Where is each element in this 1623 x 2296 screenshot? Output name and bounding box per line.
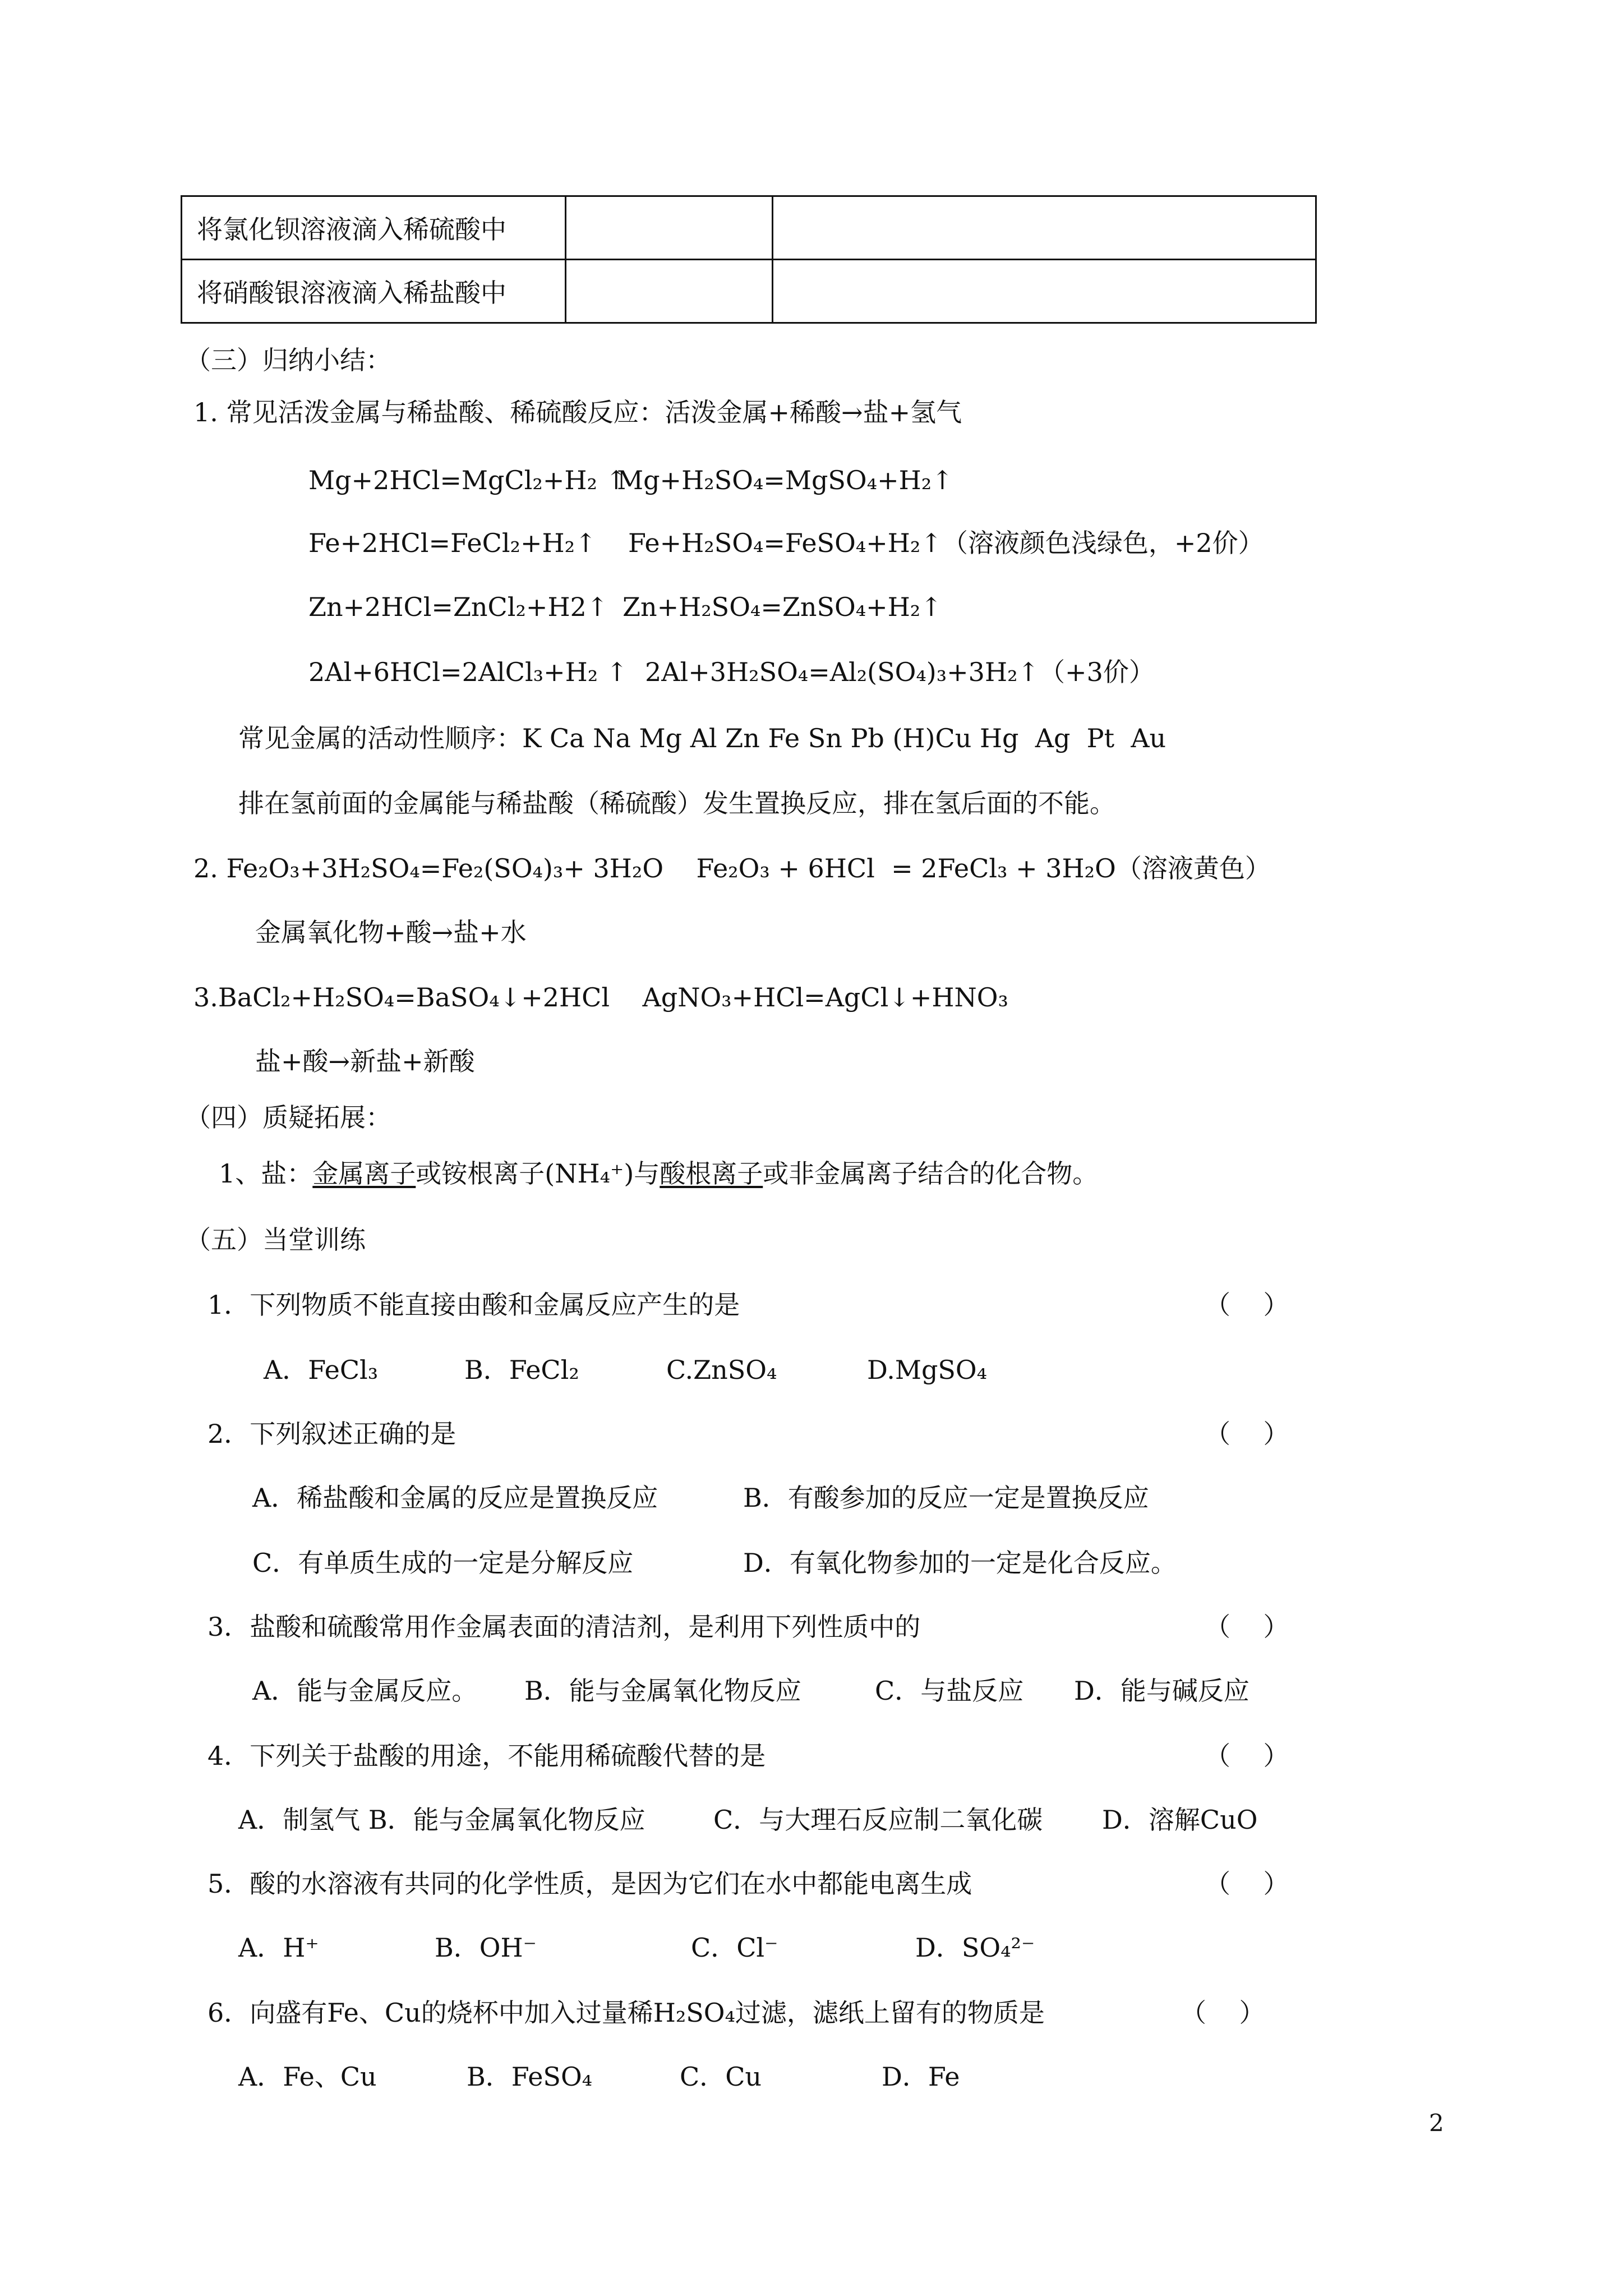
salt-definition-suffix: 或非金属离子结合的化合物。 [763,1158,1099,1189]
question-1-stem: 1．下列物质不能直接由酸和金属反应产生的是 [208,1290,740,1320]
option-d[interactable]: D．有氧化物参加的一定是化合反应。 [743,1548,1177,1578]
section-heading-extension: （四）质疑拓展： [185,1102,391,1133]
option-a[interactable]: A．H⁺ [238,1932,319,1963]
section-heading-practice: （五）当堂训练 [185,1225,366,1255]
term-metal-ion: 金属离子 [312,1158,416,1189]
option-d[interactable]: D．溶解CuO [1102,1805,1258,1835]
option-a[interactable]: A．稀盐酸和金属的反应是置换反应 [252,1483,658,1513]
displacement-rule: 排在氢前面的金属能与稀盐酸（稀硫酸）发生置换反应，排在氢后面的不能。 [238,788,1115,818]
term-acid-radical-ion: 酸根离子 [660,1158,763,1189]
table-cell-equation [773,260,1316,323]
answer-blank[interactable]: （ ） [1205,1869,1289,1899]
equation-fe-hcl: Fe+2HCl=FeCl₂+H₂↑ [308,528,597,558]
table-row [182,260,1316,323]
equation-al-h2so4: 2Al+3H₂SO₄=Al₂(SO₄)₃+3H₂↑（+3价） [645,657,1155,687]
equation-fe-h2so4: Fe+H₂SO₄=FeSO₄+H₂↑（溶液颜色浅绿色，+2价） [628,528,1264,558]
summary-item-3-rule: 盐+酸→新盐+新酸 [255,1046,475,1076]
option-d[interactable]: D．能与碱反应 [1074,1676,1249,1706]
equation-zn-h2so4: Zn+H₂SO₄=ZnSO₄+H₂↑ [623,592,942,622]
option-d[interactable]: D.MgSO₄ [867,1355,988,1385]
activity-series-label: 常见金属的活动性顺序： [238,723,522,753]
table-cell-experiment: 将硝酸银溶液滴入稀盐酸中 [182,260,566,323]
question-5-stem: 5．酸的水溶液有共同的化学性质，是因为它们在水中都能电离生成 [208,1869,972,1899]
option-c[interactable]: C．与大理石反应制二氧化碳 [713,1805,1043,1835]
equation-zn-hcl: Zn+2HCl=ZnCl₂+H2↑ [308,592,608,622]
page-number: 2 [1429,2109,1444,2137]
option-a[interactable]: A．FeCl₃ [264,1355,379,1385]
equation-al-hcl: 2Al+6HCl=2AlCl₃+H₂ ↑ [308,657,628,687]
summary-item-3-equations: 3.BaCl₂+H₂SO₄=BaSO₄↓+2HCl AgNO₃+HCl=AgCl↓+HNO₃ [193,982,1008,1013]
option-a-b[interactable]: A．制氢气 B．能与金属氧化物反应 [238,1805,645,1835]
question-4-stem: 4．下列关于盐酸的用途，不能用稀硫酸代替的是 [208,1741,766,1771]
equation-mg-hcl: Mg+2HCl=MgCl₂+H₂ ↑ [308,465,628,495]
activity-series: K Ca Na Mg Al Zn Fe Sn Pb (H)Cu Hg Ag Pt Au [522,723,1166,753]
answer-blank[interactable]: （ ） [1205,1419,1289,1449]
summary-item-2-equations: 2. Fe₂O₃+3H₂SO₄=Fe₂(SO₄)₃+ 3H₂O Fe₂O₃ + 6HCl = 2FeCl₃ + 3H₂O（溶液黄色） [193,853,1271,884]
table-cell-phenomenon [566,260,773,323]
option-d[interactable]: D．Fe [882,2062,960,2092]
answer-blank[interactable]: （ ） [1181,1998,1265,2028]
question-3-stem: 3．盐酸和硫酸常用作金属表面的清洁剂，是利用下列性质中的 [208,1612,921,1642]
salt-definition-middle: 或铵根离子(NH₄⁺)与 [416,1158,660,1189]
option-b[interactable]: B．FeSO₄ [467,2062,593,2092]
option-c[interactable]: C．Cl⁻ [691,1932,778,1963]
option-b[interactable]: B．能与金属氧化物反应 [524,1676,801,1706]
option-c[interactable]: C．有单质生成的一定是分解反应 [252,1548,634,1578]
table-row [182,196,1316,260]
option-a[interactable]: A．Fe、Cu [238,2062,377,2092]
summary-item-2-rule: 金属氧化物+酸→盐+水 [255,917,527,947]
option-b[interactable]: B．OH⁻ [435,1932,537,1963]
salt-definition-prefix: 1、盐： [219,1158,313,1189]
equation-mg-h2so4: Mg+H₂SO₄=MgSO₄+H₂↑ [617,465,953,495]
option-b[interactable]: B．FeCl₂ [464,1355,579,1385]
answer-blank[interactable]: （ ） [1205,1741,1289,1771]
table-cell-equation [773,196,1316,260]
option-c[interactable]: C．与盐反应 [875,1676,1024,1706]
section-heading-summary: （三）归纳小结： [185,345,391,375]
option-c[interactable]: C.ZnSO₄ [666,1355,777,1385]
option-d[interactable]: D．SO₄²⁻ [915,1932,1035,1963]
salt-definition [219,1157,1098,1190]
option-c[interactable]: C．Cu [680,2062,762,2092]
option-a[interactable]: A．能与金属反应。 [252,1676,478,1706]
table-cell-phenomenon [566,196,773,260]
question-6-stem: 6．向盛有Fe、Cu的烧杯中加入过量稀H₂SO₄过滤，滤纸上留有的物质是 [208,1998,1045,2028]
answer-blank[interactable]: （ ） [1205,1612,1289,1642]
answer-blank[interactable]: （ ） [1205,1290,1289,1320]
table-cell-experiment: 将氯化钡溶液滴入稀硫酸中 [182,196,566,260]
option-b[interactable]: B．有酸参加的反应一定是置换反应 [743,1483,1149,1513]
experiment-table [181,195,1317,324]
question-2-stem: 2．下列叙述正确的是 [208,1419,457,1449]
activity-series-line [238,721,1166,755]
summary-item-1-title: 1. 常见活泼金属与稀盐酸、稀硫酸反应：活泼金属+稀酸→盐+氢气 [193,397,962,427]
